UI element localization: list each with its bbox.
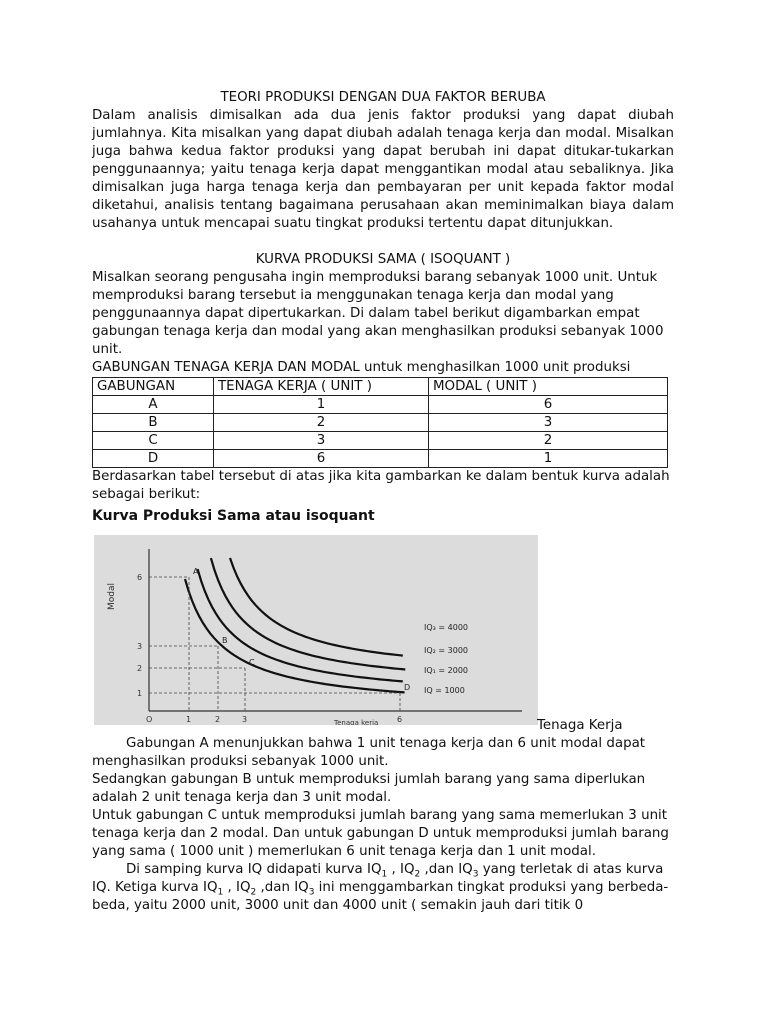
paragraph-intro: Dalam analisis dimisalkan ada dua jenis faktor produksi yang dapat diubah jumlahnya. Kita misalkan yang dapat diubah adalah tenaga kerja dan modal. Misalkan juga bahwa kedua faktor produksi yang dapat berubah ini dapat ditukar-tukarkan penggunaannya; yaitu tenaga kerja dapat menggantikan modal atau sebaliknya. Jika dimisalkan juga harga tenaga kerja dan pembayaran per unit kepada faktor modal diketahui, analisis tentang bagaimana perusahaan akan meminimalkan biaya dalam usahanya untuk mencapai suatu tingkat produksi tertentu dapat ditunjukkan.: [92, 108, 674, 231]
table-caption: GABUNGAN TENAGA KERJA DAN MODAL untuk menghasilkan 1000 unit produksi: [92, 360, 631, 375]
x-tick-label: O: [146, 715, 153, 724]
header-tenaga-kerja: TENAGA KERJA ( UNIT ): [214, 378, 429, 396]
isoquant-chart: [94, 535, 538, 725]
series-label: IQ₃ = 4000: [424, 623, 469, 632]
table-row: [93, 414, 668, 432]
header-gabungan: GABUNGAN: [93, 378, 214, 396]
series-label: IQ₂ = 3000: [424, 646, 469, 655]
cell-modal: 6: [429, 396, 668, 414]
y-tick-label: 2: [137, 664, 143, 673]
document-page: [92, 89, 674, 915]
y-axis-label: Modal: [107, 583, 117, 610]
x-axis-label: Tenaga kerja: [334, 719, 379, 725]
x-axis-caption: Tenaga Kerja: [537, 718, 623, 733]
cell-tenaga-kerja: 1: [214, 396, 429, 414]
doc-title-isoquant: KURVA PRODUKSI SAMA ( ISOQUANT ): [255, 252, 511, 267]
table-header-row: [93, 378, 668, 396]
cell-tenaga-kerja: 6: [214, 450, 429, 468]
x-tick-label: 2: [215, 715, 221, 724]
y-tick-label: 6: [137, 573, 143, 582]
y-tick-label: 3: [137, 642, 143, 651]
cell-modal: 3: [429, 414, 668, 432]
cell-tenaga-kerja: 3: [214, 432, 429, 450]
y-tick-label: 1: [137, 689, 143, 698]
cell-gabungan: D: [93, 450, 214, 468]
point-label: C: [249, 658, 255, 667]
table-row: [93, 432, 668, 450]
point-label: A: [193, 567, 199, 576]
point-label: D: [404, 683, 411, 692]
paragraph-iq-curves: Di samping kurva IQ didapati kurva $IQ_1$ , $IQ_2$ ,dan $IQ_3$ yang terletak di atas kurva IQ. Ketiga kurva $IQ_1$ , $IQ_2$ ,dan $IQ_3$ ini menggambarkan tingkat produksi yang berbeda-beda, yaitu 2000 unit, 3000 unit dan 4000 unit ( semakin jauh dari titik 0: [92, 862, 669, 913]
paragraph-gabungan-cd: Untuk gabungan C untuk memproduksi jumlah barang yang sama memerlukan 3 unit tenaga kerja dan 2 modal. Dan untuk gabungan D untuk memproduksi jumlah barang yang sama ( 1000 unit ) memerlukan 6 unit tenaga kerja dan 1 unit modal.: [92, 808, 669, 859]
cell-gabungan: A: [93, 396, 214, 414]
doc-title-produksi: TEORI PRODUKSI DENGAN DUA FAKTOR BERUBA: [220, 90, 546, 105]
cell-modal: 1: [429, 450, 668, 468]
paragraph-gabungan-b: Sedangkan gabungan B untuk memproduksi jumlah barang yang sama diperlukan adalah 2 unit tenaga kerja dan 3 unit modal.: [92, 772, 646, 805]
paragraph-gabungan-a: Gabungan A menunjukkan bahwa 1 unit tenaga kerja dan 6 unit modal dapat menghasilkan produksi sebanyak 1000 unit.: [92, 736, 646, 769]
paragraph-chart-intro: Berdasarkan tabel tersebut di atas jika kita gambarkan ke dalam bentuk kurva adalah sebagai berikut:: [92, 469, 670, 502]
x-tick-label: 1: [186, 715, 192, 724]
series-label: IQ = 1000: [424, 686, 465, 695]
table-row: [93, 450, 668, 468]
chart-title: Kurva Produksi Sama atau isoquant: [92, 508, 375, 524]
combination-table: [92, 377, 668, 468]
isoquant-figure: [92, 535, 674, 735]
cell-gabungan: B: [93, 414, 214, 432]
x-tick-label: 6: [397, 715, 403, 724]
cell-tenaga-kerja: 2: [214, 414, 429, 432]
point-label: B: [222, 636, 228, 645]
header-modal: MODAL ( UNIT ): [429, 378, 668, 396]
cell-gabungan: C: [93, 432, 214, 450]
paragraph-example: Misalkan seorang pengusaha ingin memproduksi barang sebanyak 1000 unit. Untuk memproduksi barang tersebut ia menggunakan tenaga kerja dan modal yang penggunaannya dapat dipertukarkan. Di dalam tabel berikut digambarkan empat gabungan tenaga kerja dan modal yang akan menghasilkan produksi sebanyak 1000 unit.: [92, 270, 664, 357]
table-row: [93, 396, 668, 414]
series-label: IQ₁ = 2000: [424, 666, 469, 675]
cell-modal: 2: [429, 432, 668, 450]
x-tick-label: 3: [242, 715, 248, 724]
